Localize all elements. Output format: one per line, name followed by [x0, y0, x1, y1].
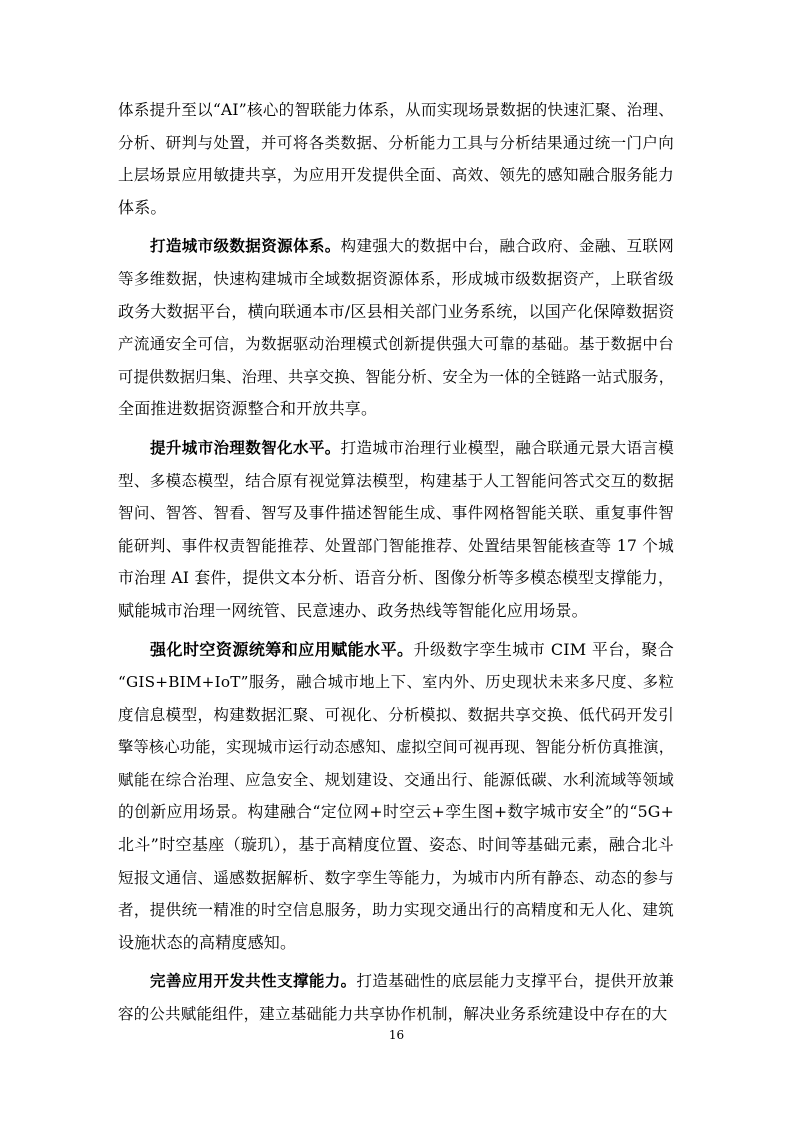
line-text: 的创新应用场景。构建融合“定位网+时空云+孪生图+数字城市安全”的“5G+	[118, 802, 674, 822]
paragraph-heading: 强化时空资源统筹和应用赋能水平。	[150, 639, 414, 659]
text-line	[118, 465, 674, 498]
line-text: 型、多模态模型，结合原有视觉算法模型，构建基于人工智能问答式交互的数据	[118, 471, 674, 490]
line-text: 赋能城市治理一网统管、民意速办、政务热线等智能化应用场景。	[118, 600, 588, 620]
text-line	[118, 965, 674, 998]
line-text: 容的公共赋能组件，建立基础能力共享协作机制，解决业务系统建设中存在的大	[118, 1005, 668, 1024]
line-text: 等多维数据，快速构建城市全域数据资源体系，形成城市级数据资产，上联省级	[118, 269, 674, 288]
text-line	[118, 296, 674, 329]
text-line	[118, 634, 674, 667]
text-line	[118, 159, 674, 192]
line-text: 打造城市治理行业模型，融合联通元景大语言模	[340, 438, 675, 457]
paragraph-heading: 提升城市治理数智化水平。	[150, 437, 341, 457]
paragraph	[118, 965, 674, 1030]
paragraph-heading: 完善应用开发共性支撑能力。	[150, 971, 357, 991]
line-text: 全面推进数据资源整合和开放共享。	[118, 399, 378, 419]
text-line	[118, 94, 674, 127]
line-text: 者，提供统一精准的时空信息服务，助力实现交通出行的高精度和无人化、建筑	[118, 901, 674, 920]
text-line	[118, 497, 674, 530]
text-line	[118, 927, 674, 960]
text-line	[118, 894, 674, 927]
line-text: “GIS+BIM+IoT”服务，融合城市地上下、室内外、历史现状未来多尺度、多粒	[118, 673, 674, 692]
text-line	[118, 263, 674, 296]
text-line	[118, 230, 674, 263]
text-line	[118, 796, 674, 829]
line-text: 能研判、事件权责智能推荐、处置部门智能推荐、处置结果智能核查等 17 个城	[118, 536, 674, 555]
paragraph-heading: 打造城市级数据资源体系。	[150, 236, 341, 256]
line-text: 智问、智答、智看、智写及事件描述智能生成、事件网格智能关联、重复事件智	[118, 504, 674, 523]
line-text: 短报文通信、遥感数据解析、数字孪生等能力，为城市内所有静态、动态的参与	[118, 868, 674, 887]
text-line	[118, 328, 674, 361]
text-line	[118, 829, 674, 862]
line-text: 体系。	[118, 197, 167, 217]
line-text: 赋能在综合治理、应急安全、规划建设、交通出行、能源低碳、水利流域等领域	[118, 770, 674, 789]
line-text: 升级数字孪生城市 CIM 平台，聚合	[413, 639, 675, 659]
line-text: 度信息模型，构建数据汇聚、可视化、分析模拟、数据共享交换、低代码开发引	[118, 705, 674, 724]
page-number: 16	[388, 1028, 405, 1042]
text-line	[118, 764, 674, 797]
text-line	[118, 998, 674, 1031]
text-line	[118, 862, 674, 895]
line-text: 擎等核心功能，实现城市运行动态感知、虚拟空间可视再现、智能分析仿真推演，	[118, 738, 675, 757]
text-line	[118, 393, 674, 426]
text-line	[118, 562, 674, 595]
text-line	[118, 666, 674, 699]
line-text: 北斗”时空基座（璇玑），基于高精度位置、姿态、时间等基础元素，融合北斗	[118, 835, 674, 855]
paragraph	[118, 94, 674, 224]
line-text: 体系提升至以“AI”核心的智联能力体系，从而实现场景数据的快速汇聚、治理、	[118, 101, 674, 119]
line-text: 市治理 AI 套件，提供文本分析、语音分析、图像分析等多模态模型支撑能力，	[118, 568, 674, 588]
line-text: 构建强大的数据中台，融合政府、金融、互联网	[340, 237, 675, 256]
paragraph	[118, 634, 674, 960]
text-line	[118, 731, 674, 764]
line-text: 可提供数据归集、治理、共享交换、智能分析、安全为一体的全链路一站式服务，	[118, 367, 675, 386]
text-line	[118, 595, 674, 628]
line-text: 分析、研判与处置，并可将各类数据、分析能力工具与分析结果通过统一门户向	[118, 133, 674, 152]
text-line	[118, 432, 674, 465]
line-text: 产流通安全可信，为数据驱动治理模式创新提供强大可靠的基础。基于数据中台	[118, 335, 674, 354]
paragraph	[118, 432, 674, 628]
text-line	[118, 530, 674, 563]
line-text: 设施状态的高精度感知。	[118, 932, 297, 952]
paragraph	[118, 230, 674, 426]
text-line	[118, 127, 674, 160]
text-line	[118, 699, 674, 732]
text-line	[118, 361, 674, 394]
line-text: 打造基础性的底层能力支撑平台，提供开放兼	[356, 972, 674, 991]
line-text: 上层场景应用敏捷共享，为应用开发提供全面、高效、领先的感知融合服务能力	[118, 166, 674, 185]
body-text	[118, 94, 674, 1037]
text-line	[118, 192, 674, 225]
line-text: 政务大数据平台，横向联通本市/区县相关部门业务系统，以国产化保障数据资	[118, 301, 675, 321]
